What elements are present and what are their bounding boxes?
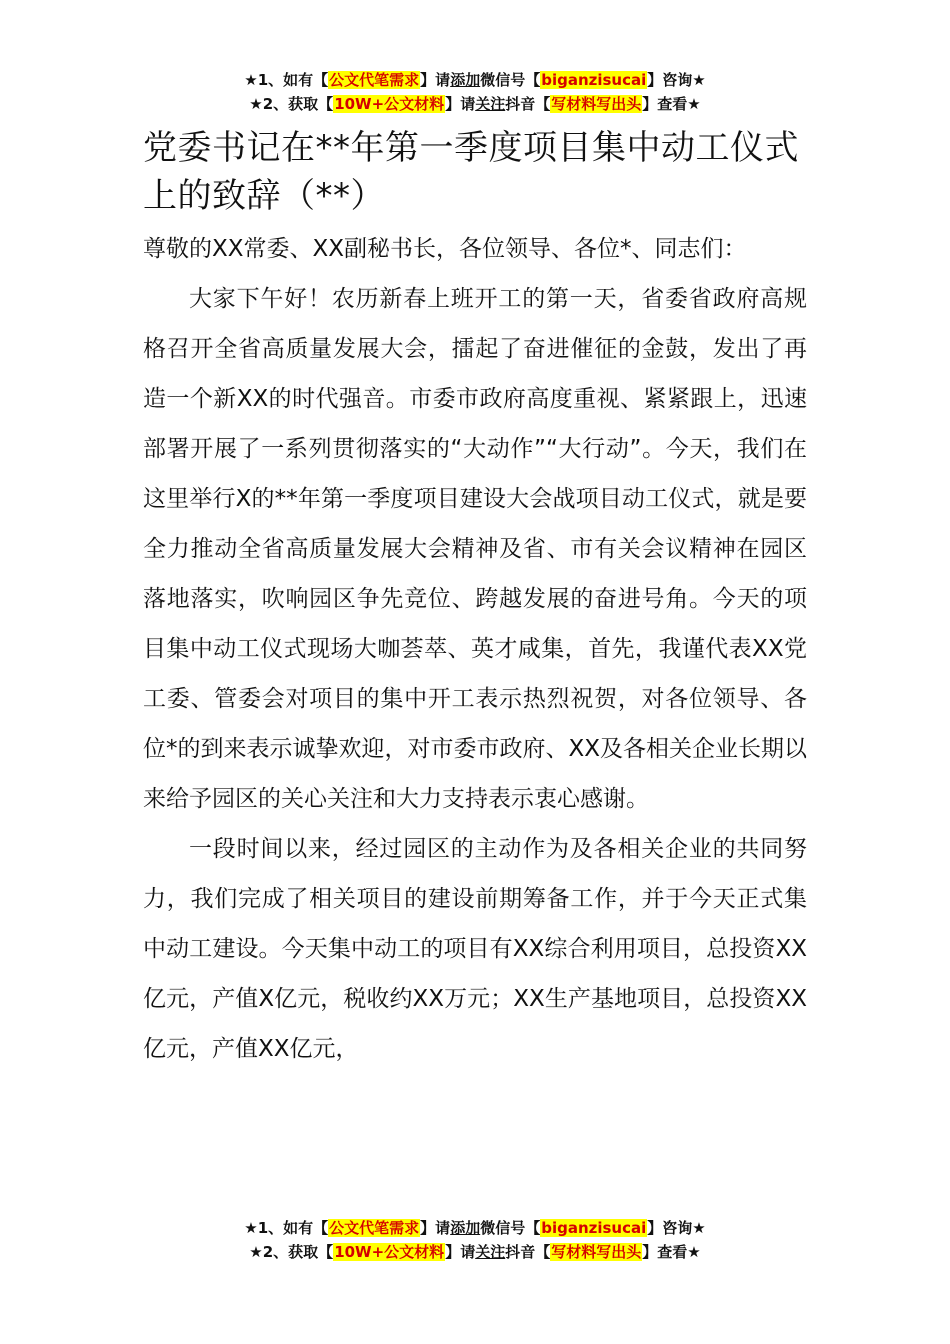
document-body — [143, 124, 807, 1074]
promo-line-1 — [0, 1216, 950, 1240]
promo-line-2 — [0, 92, 950, 116]
promo-text: ★2、获取【 — [249, 1243, 334, 1261]
promo-text: 抖音【 — [505, 95, 551, 113]
promo-wechat-id: biganzisucai — [541, 1219, 647, 1237]
promo-text: 】咨询★ — [647, 71, 706, 89]
promo-text: 】请 — [420, 71, 451, 89]
promo-text: 】查看★ — [642, 1243, 701, 1261]
paragraph: 一段时间以来，经过园区的主动作为及各相关企业的共同努力，我们完成了相关项目的建设前期筹备工作，并于今天正式集中动工建设。今天集中动工的项目有XX综合利用项目，总投资XX亿元，产值X亿元，税收约XX万元；XX生产基地项目，总投资XX亿元，产值XX亿元， — [143, 836, 807, 1062]
promo-douyin-id: 写材料写出头 — [551, 95, 642, 113]
promo-underlined-text: 关注 — [475, 1243, 506, 1261]
promo-wechat-id: biganzisucai — [541, 71, 647, 89]
document-title: 党委书记在**年第一季度项目集中动工仪式上的致辞（**） — [143, 128, 799, 216]
promo-text: ★1、如有【 — [244, 71, 329, 89]
promo-banner-bottom — [0, 1216, 950, 1264]
promo-text: 】请 — [420, 1219, 451, 1237]
promo-text: 】请 — [445, 95, 476, 113]
promo-text: 】查看★ — [642, 95, 701, 113]
paragraph: 大家下午好！农历新春上班开工的第一天，省委省政府高规格召开全省高质量发展大会，擂起了奋进催征的金鼓，发出了再造一个新XX的时代强音。市委市政府高度重视、紧紧跟上，迅速部署开展了一系列贯彻落实的“大动作”“大行动”。今天，我们在这里举行X的**年第一季度项目建设大会战项目动工仪式，就是要全力推动全省高质量发展大会精神及省、市有关会议精神在园区落地落实，吹响园区争先竞位、跨越发展的奋进号角。今天的项目集中动工仪式现场大咖荟萃、英才咸集，首先，我谨代表XX党工委、管委会对项目的集中开工表示热烈祝贺，对各位领导、各位*的到来表示诚挚欢迎，对市委市政府、XX及各相关企业长期以来给予园区的关心关注和大力支持表示衷心感谢。 — [143, 286, 808, 812]
promo-underlined-text: 添加 — [450, 71, 481, 89]
promo-text: 抖音【 — [505, 1243, 551, 1261]
promo-text: ★2、获取【 — [249, 95, 334, 113]
promo-highlight: 公文代笔需求 — [329, 1219, 420, 1237]
promo-highlight: 10W+公文材料 — [334, 1243, 445, 1261]
promo-highlight: 10W+公文材料 — [334, 95, 445, 113]
promo-text: 】咨询★ — [647, 1219, 706, 1237]
promo-line-2 — [0, 1240, 950, 1264]
promo-banner-top — [0, 68, 950, 116]
promo-douyin-id: 写材料写出头 — [551, 1243, 642, 1261]
promo-highlight: 公文代笔需求 — [329, 71, 420, 89]
salutation: 尊敬的XX常委、XX副秘书长，各位领导、各位*、同志们： — [143, 236, 747, 262]
promo-underlined-text: 关注 — [475, 95, 506, 113]
promo-underlined-text: 添加 — [450, 1219, 481, 1237]
promo-line-1 — [0, 68, 950, 92]
promo-text: ★1、如有【 — [244, 1219, 329, 1237]
promo-text: 】请 — [445, 1243, 476, 1261]
promo-text: 微信号【 — [480, 1219, 541, 1237]
promo-text: 微信号【 — [480, 71, 541, 89]
